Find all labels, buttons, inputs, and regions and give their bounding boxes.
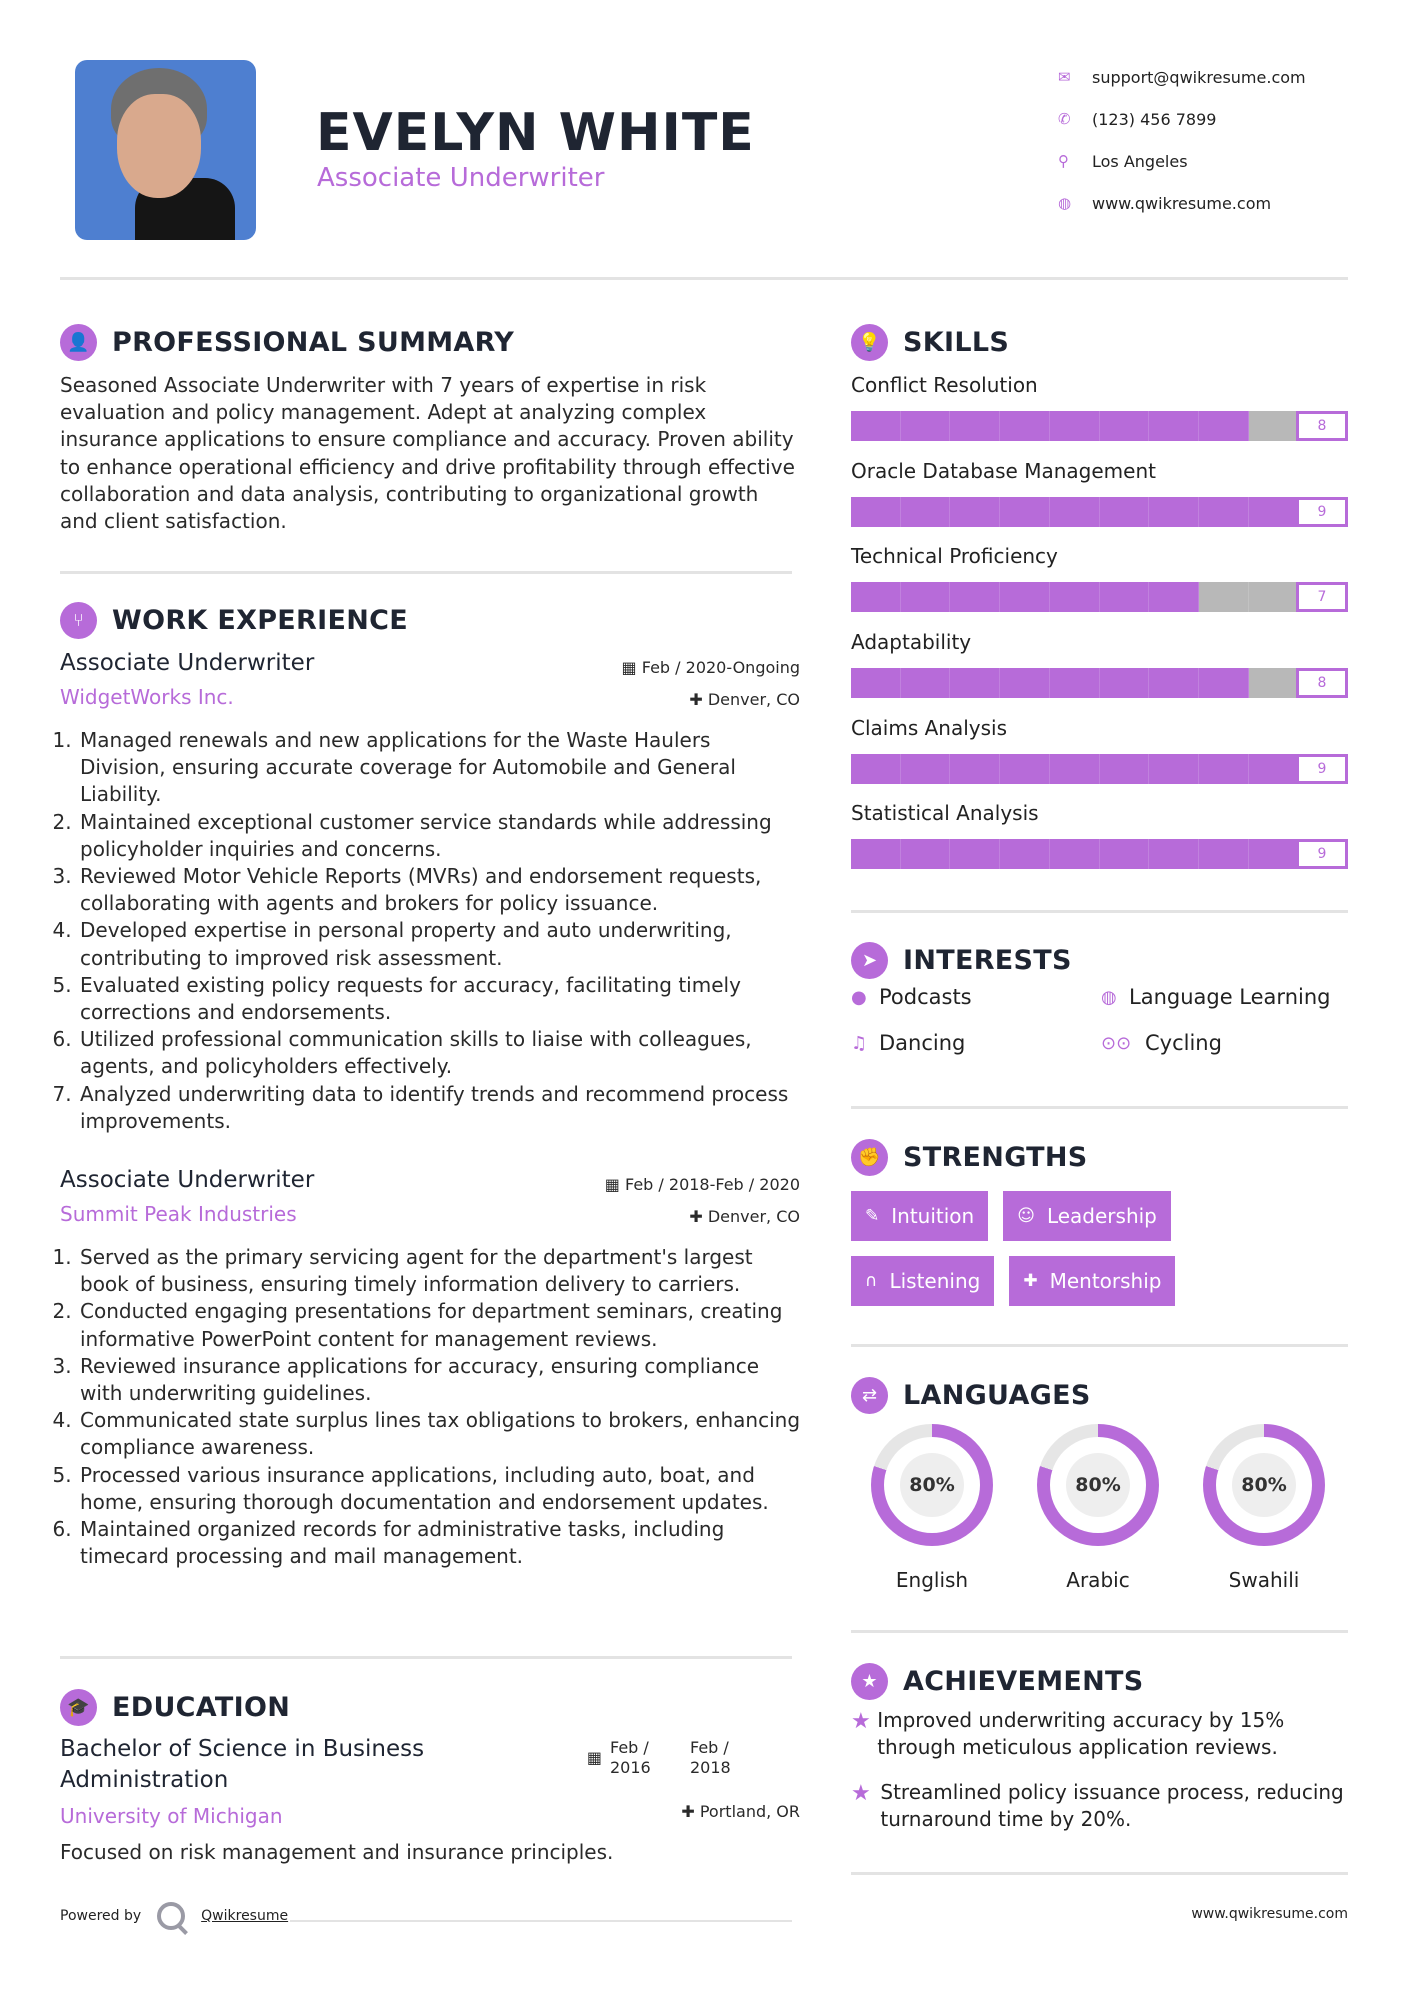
language-item bbox=[1015, 1424, 1181, 1592]
languages-heading bbox=[851, 1377, 1091, 1414]
experience-title: WORK EXPERIENCE bbox=[112, 605, 408, 636]
interests-heading bbox=[851, 942, 1072, 979]
star-icon: ★ bbox=[851, 1663, 888, 1700]
job-date: ▦ Feb / 2018-Feb / 2020 bbox=[604, 1175, 800, 1194]
user-plus-icon: ✚ bbox=[1023, 1271, 1038, 1291]
list-item: 2. Conducted engaging presentations for department seminars, creating informative PowerPoint content for management reviews. bbox=[78, 1298, 800, 1352]
fist-icon: ✊ bbox=[851, 1139, 888, 1176]
achievements-divider bbox=[851, 1872, 1348, 1875]
music-icon: ♫ bbox=[851, 1032, 868, 1054]
skill-name: Statistical Analysis bbox=[851, 801, 1039, 825]
list-item: 3. Reviewed Motor Vehicle Reports (MVRs) and endorsement requests, collaborating with agents and brokers for policy issuance. bbox=[78, 863, 800, 917]
qwikresume-logo-icon bbox=[157, 1902, 185, 1930]
skill-item bbox=[851, 544, 1348, 612]
skills-heading bbox=[851, 324, 1009, 361]
skill-level-value: 9 bbox=[1296, 839, 1348, 869]
job-location: ✚ Denver, CO bbox=[689, 1207, 800, 1226]
skill-item bbox=[851, 459, 1348, 527]
globe-icon: ◍ bbox=[1101, 986, 1117, 1008]
powered-by-label: Powered by bbox=[60, 1908, 142, 1924]
calendar-icon: ▦ bbox=[586, 1748, 602, 1767]
job-company: Summit Peak Industries bbox=[60, 1202, 297, 1226]
job-location: ✚ Denver, CO bbox=[689, 690, 800, 709]
skills-divider bbox=[851, 910, 1348, 913]
job-date: ▦ Feb / 2020-Ongoing bbox=[621, 658, 800, 677]
strength-chip: ✎ Intuition bbox=[851, 1191, 988, 1241]
powered-by bbox=[60, 1902, 288, 1930]
job-title: Associate Underwriter bbox=[60, 1167, 315, 1193]
achievements-heading bbox=[851, 1663, 1144, 1700]
language-icon: ⇄ bbox=[851, 1377, 888, 1414]
language-percent: 80% bbox=[1232, 1453, 1296, 1517]
interest-item: ◍ Language Learning bbox=[1101, 985, 1331, 1009]
skill-item bbox=[851, 373, 1348, 441]
achievement-item: ★ Improved underwriting accuracy by 15% through meticulous application reviews. bbox=[851, 1708, 1285, 1759]
magic-wand-icon: ✎ bbox=[865, 1206, 880, 1226]
interests-list bbox=[851, 985, 1351, 1055]
candidate-title: Associate Underwriter bbox=[317, 163, 605, 193]
skill-level-bar bbox=[851, 754, 1348, 784]
list-item: 1. Served as the primary servicing agent for the department's largest book of business, ensuring timely information delivery to carriers. bbox=[78, 1244, 800, 1298]
shooting-star-icon: ★ bbox=[851, 1709, 871, 1734]
qwikresume-link[interactable]: Qwikresume bbox=[201, 1908, 289, 1924]
list-item: 1. Managed renewals and new applications for the Waste Haulers Division, ensuring accurate coverage for Automobile and General Liability. bbox=[78, 727, 800, 809]
paper-plane-icon: ➤ bbox=[851, 942, 888, 979]
language-progress-ring bbox=[871, 1424, 993, 1546]
language-item bbox=[1181, 1424, 1347, 1592]
interests-title: INTERESTS bbox=[903, 945, 1072, 976]
headphones-icon: ∩ bbox=[865, 1271, 878, 1291]
job-entry-2 bbox=[60, 1167, 800, 1570]
skill-name: Adaptability bbox=[851, 630, 972, 654]
skill-level-bar bbox=[851, 582, 1348, 612]
education-entry bbox=[60, 1734, 800, 1864]
contact-location-text: Los Angeles bbox=[1092, 151, 1188, 171]
achievements-title: ACHIEVEMENTS bbox=[903, 1666, 1144, 1697]
interest-item: ♫ Dancing bbox=[851, 1031, 966, 1055]
skill-level-value: 9 bbox=[1296, 754, 1348, 784]
calendar-icon: ▦ bbox=[604, 1175, 625, 1194]
achievements-list bbox=[851, 1707, 1351, 1851]
list-item: 5. Evaluated existing policy requests for accuracy, facilitating timely corrections and endorsements. bbox=[78, 972, 800, 1026]
strength-chip: ✚ Mentorship bbox=[1009, 1256, 1175, 1306]
graduate-icon: 🎓 bbox=[60, 1689, 97, 1726]
candidate-name: EVELYN WHITE bbox=[316, 103, 755, 163]
globe-icon: ◍ bbox=[1058, 194, 1072, 212]
education-title: EDUCATION bbox=[112, 1692, 291, 1723]
interests-divider bbox=[851, 1106, 1348, 1109]
skill-level-bar bbox=[851, 839, 1348, 869]
job-bullets bbox=[60, 727, 800, 1135]
language-name: Arabic bbox=[1066, 1568, 1130, 1592]
strengths-divider bbox=[851, 1344, 1348, 1347]
languages-list bbox=[849, 1424, 1347, 1592]
strengths-list bbox=[851, 1191, 1351, 1321]
strength-chip: ∩ Listening bbox=[851, 1256, 994, 1306]
skill-level-bar bbox=[851, 497, 1348, 527]
skill-level-value: 7 bbox=[1296, 582, 1348, 612]
skill-item bbox=[851, 716, 1348, 784]
edu-start-date: Feb / 2016 bbox=[610, 1738, 651, 1777]
office-chair-icon: ⑂ bbox=[60, 602, 97, 639]
summary-divider bbox=[60, 571, 792, 574]
language-name: English bbox=[895, 1568, 969, 1592]
edu-end-date: Feb / 2018 bbox=[690, 1738, 731, 1777]
summary-text: Seasoned Associate Underwriter with 7 years of expertise in risk evaluation and policy management. Adept at analyzing complex insurance applications to ensure compliance and accuracy. Proven ability to enhance operational efficiency and drive profitability through effective collaboration and data analysis, contributing to organizational growth and client satisfaction. bbox=[60, 373, 795, 534]
users-icon: ☺ bbox=[1017, 1206, 1035, 1226]
language-item bbox=[849, 1424, 1015, 1592]
skill-name: Oracle Database Management bbox=[851, 459, 1156, 483]
strengths-title: STRENGTHS bbox=[903, 1142, 1088, 1173]
job-title: Associate Underwriter bbox=[60, 650, 315, 676]
summary-title: PROFESSIONAL SUMMARY bbox=[112, 327, 515, 358]
experience-heading bbox=[60, 602, 408, 639]
contact-website[interactable] bbox=[1058, 182, 1306, 224]
lightbulb-icon: 💡 bbox=[851, 324, 888, 361]
skill-name: Claims Analysis bbox=[851, 716, 1007, 740]
skill-level-bar bbox=[851, 668, 1348, 698]
skill-item bbox=[851, 801, 1348, 869]
languages-title: LANGUAGES bbox=[903, 1380, 1091, 1411]
edu-location: ✚ Portland, OR bbox=[681, 1802, 800, 1821]
pushpin-icon: ✚ bbox=[689, 1207, 708, 1226]
skill-name: Technical Proficiency bbox=[851, 544, 1058, 568]
list-item: 3. Reviewed insurance applications for accuracy, ensuring compliance with underwriting guidelines. bbox=[78, 1353, 800, 1407]
language-percent: 80% bbox=[1066, 1453, 1130, 1517]
achievement-item: ★ Streamlined policy issuance process, reducing turnaround time by 20%. bbox=[851, 1780, 1344, 1831]
contact-phone-text: (123) 456 7899 bbox=[1092, 109, 1217, 129]
contact-list bbox=[1058, 56, 1306, 224]
microphone-icon: ● bbox=[851, 986, 867, 1008]
contact-email-text: support@qwikresume.com bbox=[1092, 67, 1306, 87]
interest-item: ● Podcasts bbox=[851, 985, 972, 1009]
job-company: WidgetWorks Inc. bbox=[60, 685, 234, 709]
list-item: 4. Communicated state surplus lines tax obligations to brokers, enhancing compliance awareness. bbox=[78, 1407, 800, 1461]
edu-school: University of Michigan bbox=[60, 1804, 283, 1828]
contact-phone[interactable] bbox=[1058, 98, 1306, 140]
job-bullets bbox=[60, 1244, 800, 1570]
phone-icon: ✆ bbox=[1058, 110, 1071, 128]
user-icon: 👤 bbox=[60, 324, 97, 361]
envelope-icon: ✉ bbox=[1058, 68, 1071, 86]
list-item: 2. Maintained exceptional customer service standards while addressing policyholder inquiries and concerns. bbox=[78, 809, 800, 863]
skills-title: SKILLS bbox=[903, 327, 1010, 358]
skill-level-bar bbox=[851, 411, 1348, 441]
edu-description: Focused on risk management and insurance principles. bbox=[60, 1840, 614, 1864]
pushpin-icon: ✚ bbox=[681, 1802, 700, 1821]
skill-name: Conflict Resolution bbox=[851, 373, 1038, 397]
strengths-heading bbox=[851, 1139, 1088, 1176]
skill-item bbox=[851, 630, 1348, 698]
footer-website[interactable]: www.qwikresume.com bbox=[1191, 1906, 1348, 1922]
photo-face bbox=[117, 94, 201, 198]
summary-heading bbox=[60, 324, 514, 361]
language-name: Swahili bbox=[1228, 1568, 1300, 1592]
contact-location bbox=[1058, 140, 1306, 182]
contact-website-text: www.qwikresume.com bbox=[1092, 193, 1272, 213]
edu-degree: Bachelor of Science in Business Administration bbox=[60, 1736, 425, 1793]
bicycle-icon: ⊙⊙ bbox=[1101, 1032, 1132, 1054]
skill-level-value: 8 bbox=[1296, 668, 1348, 698]
footer-divider bbox=[290, 1920, 792, 1922]
job-entry-1 bbox=[60, 650, 800, 1135]
list-item: 5. Processed various insurance applications, including auto, boat, and home, ensuring thorough documentation and endorsement updates. bbox=[78, 1462, 800, 1516]
language-progress-ring bbox=[1203, 1424, 1325, 1546]
shooting-star-icon: ★ bbox=[851, 1781, 871, 1806]
contact-email[interactable] bbox=[1058, 56, 1306, 98]
strength-chip: ☺ Leadership bbox=[1003, 1191, 1171, 1241]
list-item: 6. Utilized professional communication skills to liaise with colleagues, agents, and policyholders effectively. bbox=[78, 1026, 800, 1080]
pushpin-icon: ✚ bbox=[689, 690, 708, 709]
languages-divider bbox=[851, 1630, 1348, 1633]
profile-photo bbox=[75, 60, 256, 240]
interest-item: ⊙⊙ Cycling bbox=[1101, 1031, 1222, 1055]
list-item: 7. Analyzed underwriting data to identify trends and recommend process improvements. bbox=[78, 1081, 800, 1135]
map-pin-icon: ⚲ bbox=[1058, 152, 1069, 170]
header-divider bbox=[60, 277, 1348, 280]
language-percent: 80% bbox=[900, 1453, 964, 1517]
list-item: 6. Maintained organized records for administrative tasks, including timecard processing and mail management. bbox=[78, 1516, 800, 1570]
edu-dates bbox=[587, 1738, 770, 1778]
experience-divider bbox=[60, 1656, 792, 1659]
calendar-icon: ▦ bbox=[621, 658, 642, 677]
education-heading bbox=[60, 1689, 290, 1726]
skill-level-value: 8 bbox=[1296, 411, 1348, 441]
language-progress-ring bbox=[1037, 1424, 1159, 1546]
list-item: 4. Developed expertise in personal property and auto underwriting, contributing to improved risk assessment. bbox=[78, 917, 800, 971]
skill-level-value: 9 bbox=[1296, 497, 1348, 527]
